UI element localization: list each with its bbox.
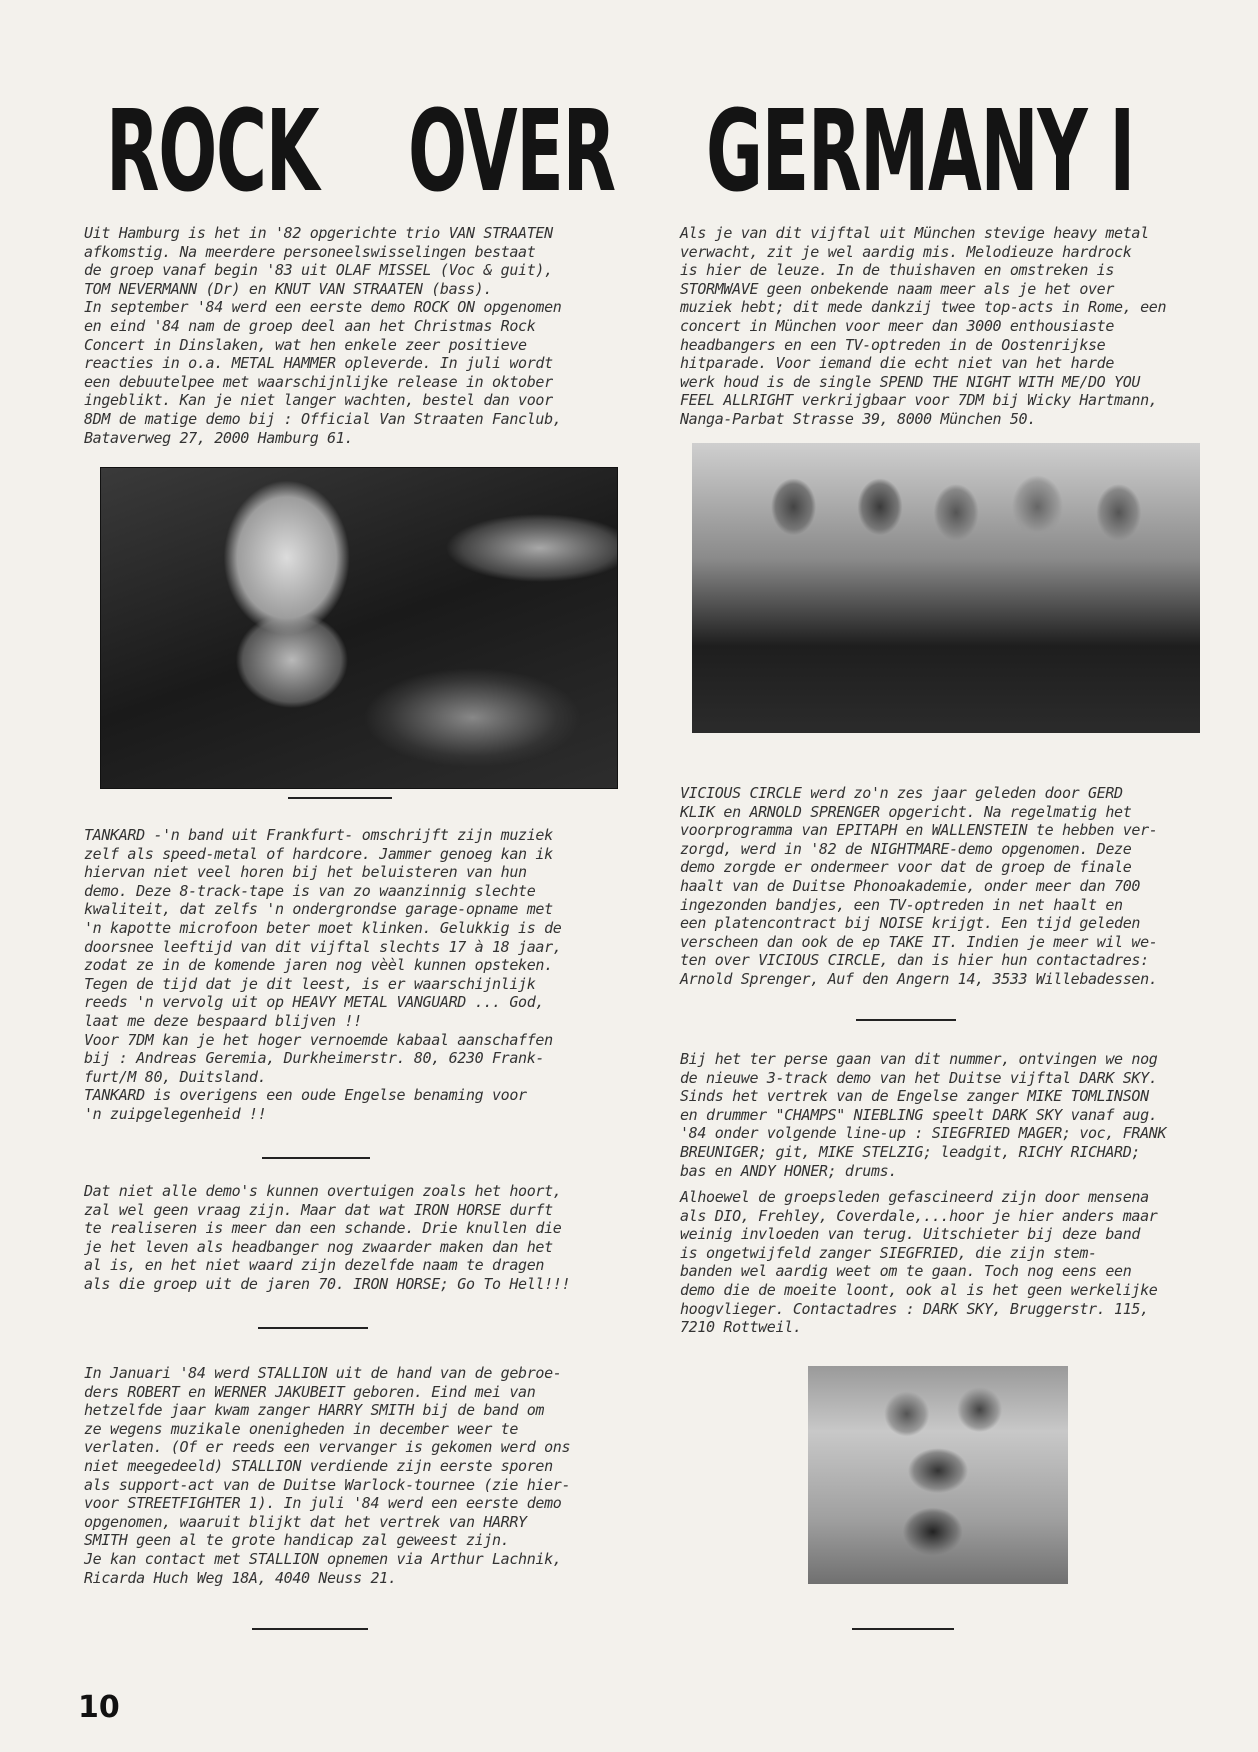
photo-dark-sky — [808, 1366, 1068, 1584]
page-number: 10 — [78, 1690, 120, 1725]
photo-stormwave-band — [692, 443, 1200, 733]
article-iron-horse: Dat niet alle demo's kunnen overtuigen zoals het hoort, zal wel geen vraag zijn. Maar dat wat IRON HORSE durft te realiseren is meer dan een schande. Drie knullen die je het leven als headbanger nog zwaarder maken dan het al is, en het niet waard zijn dezelfde naam te dragen als die groep uit de jaren 70. IRON HORSE; Go To Hell!!! — [84, 1182, 571, 1293]
article-stallion: In Januari '84 werd STALLION uit de hand van de gebroe- ders ROBERT en WERNER JAKUBEIT geboren. Eind mei van hetzelfde jaar kwam zanger HARRY SMITH bij de band om ze wegens muzikale onenigheden in december weer te verlaten. (Of er reeds een vervanger is gekomen werd ons niet meegedeeld) STALLION verdiende zijn eerste sporen als support-act van de Duitse Warlock-tournee (zie hier- voor STREETFIGHTER 1). In juli '84 werd een eerste demo opgenomen, waaruit blijkt dat het vertrek van HARRY SMITH geen al te grote handicap zal geweest zijn. Je kan contact met STALLION opnemen via Arthur Lachnik, Ricarda Huch Weg 18A, 4040 Neuss 21. — [84, 1364, 571, 1587]
divider — [856, 1019, 956, 1021]
article-van-straaten: Uit Hamburg is het in '82 opgerichte trio VAN STRAATEN afkomstig. Na meerdere personeelswisselingen bestaat de groep vanaf begin '83 uit OLAF MISSEL (Voc & guit), TOM NEVERMANN (Dr) en KNUT VAN STRAATEN (bass). In september '84 werd een eerste demo ROCK ON opgenomen en eind '84 nam de groep deel aan het Christmas Rock Concert in Dinslaken, wat hen enkele zeer positieve reacties in o.a. METAL HAMMER opleverde. In juli wordt een debuutelpee met waarschijnlijke release in oktober ingeblikt. Kan je niet langer wachten, bestel dan voor 8DM de matige demo bij : Official Van Straaten Fanclub, Bataverweg 27, 2000 Hamburg 61. — [84, 224, 562, 447]
divider — [252, 1628, 368, 1630]
headline-over: OVER — [408, 87, 615, 217]
divider — [262, 1157, 370, 1159]
divider — [852, 1628, 954, 1630]
article-dark-sky-review: Alhoewel de groepsleden gefascineerd zijn door mensena als DIO, Frehley, Coverdale,...hoor je hier anders maar weinig invloeden van terug. Uitschieter bij deze band is ongetwijfeld zanger SIEGFRIED, die zijn stem- banden wel aardig weet om te gaan. Toch nog eens een demo die de moeite loont, ook al is het geen werkelijke hoogvlieger. Contactadres : DARK SKY, Bruggerstr. 115, 7210 Rottweil. — [680, 1188, 1158, 1337]
headline-rock: ROCK — [106, 87, 319, 217]
article-tankard: TANKARD -'n band uit Frankfurt- omschrijft zijn muziek zelf als speed-metal of hardcore. Jammer genoeg kan ik hiervan niet veel horen bij het beluisteren van hun demo. Deze 8-track-tape is van zo waanzinnig slechte kwaliteit, dat zelfs 'n ondergrondse garage-opname met 'n kapotte microfoon beter moet klinken. Gelukkig is de doorsnee leeftijd van dit vijftal slechts 17 à 18 jaar, zodat ze in de komende jaren nog vèèl kunnen opsteken. Tegen de tijd dat je dit leest, is er waarschijnlijk reeds 'n vervolg uit op HEAVY METAL VANGUARD ... God, laat me deze bespaard blijven !! Voor 7DM kan je het hoger vernoemde kabaal aanschaffen bij : Andreas Geremia, Durkheimerstr. 80, 6230 Frank- furt/M 80, Duitsland. TANKARD is overigens een oude Engelse benaming voor 'n zuipgelegenheid !! — [84, 826, 562, 1123]
divider — [258, 1327, 368, 1329]
headline-germany: GERMANY I — [706, 87, 1134, 217]
article-vicious-circle: VICIOUS CIRCLE werd zo'n zes jaar geleden door GERD KLIK en ARNOLD SPRENGER opgericht. Na regelmatig het voorprogramma van EPITAPH en WALLENSTEIN te hebben ver- zorgd, werd in '82 de NIGHTMARE-demo opgenomen. Deze demo zorgde er ondermeer voor dat de groep de finale haalt van de Duitse Phonoakademie, onder meer dan 700 ingezonden bandjes, een TV-optreden in net haalt en een platencontract bij NOISE krijgt. Een tijd geleden verscheen dan ook de ep TAKE IT. Indien je meer wil we- ten over VICIOUS CIRCLE, dan is hier hun contactadres: Arnold Sprenger, Auf den Angern 14, 3533 Willebadessen. — [680, 784, 1158, 988]
photo-drummer — [100, 467, 618, 789]
article-dark-sky: Bij het ter perse gaan van dit nummer, ontvingen we nog de nieuwe 3-track demo van het Duitse vijftal DARK SKY. Sinds het vertrek van de Engelse zanger MIKE TOMLINSON en drummer "CHAMPS" NIEBLING speelt DARK SKY vanaf aug. '84 onder volgende line-up : SIEGFRIED MAGER; voc, FRANK BREUNIGER; git, MIKE STELZIG; leadgit, RICHY RICHARD; bas en ANDY HONER; drums. — [680, 1050, 1167, 1180]
divider — [288, 797, 392, 799]
article-stormwave: Als je van dit vijftal uit München stevige heavy metal verwacht, zit je wel aardig mis. Melodieuze hardrock is hier de leuze. In de thuishaven en omstreken is STORMWAVE geen onbekende naam meer als je het over muziek hebt; dit mede dankzij twee top-acts in Rome, een concert in München voor meer dan 3000 enthousiaste headbangers en een TV-optreden in de Oostenrijkse hitparade. Voor iemand die echt niet van het harde werk houd is de single SPEND THE NIGHT WITH ME/DO YOU FEEL ALLRIGHT verkrijgbaar voor 7DM bij Wicky Hartmann, Nanga-Parbat Strasse 39, 8000 München 50. — [680, 224, 1167, 428]
